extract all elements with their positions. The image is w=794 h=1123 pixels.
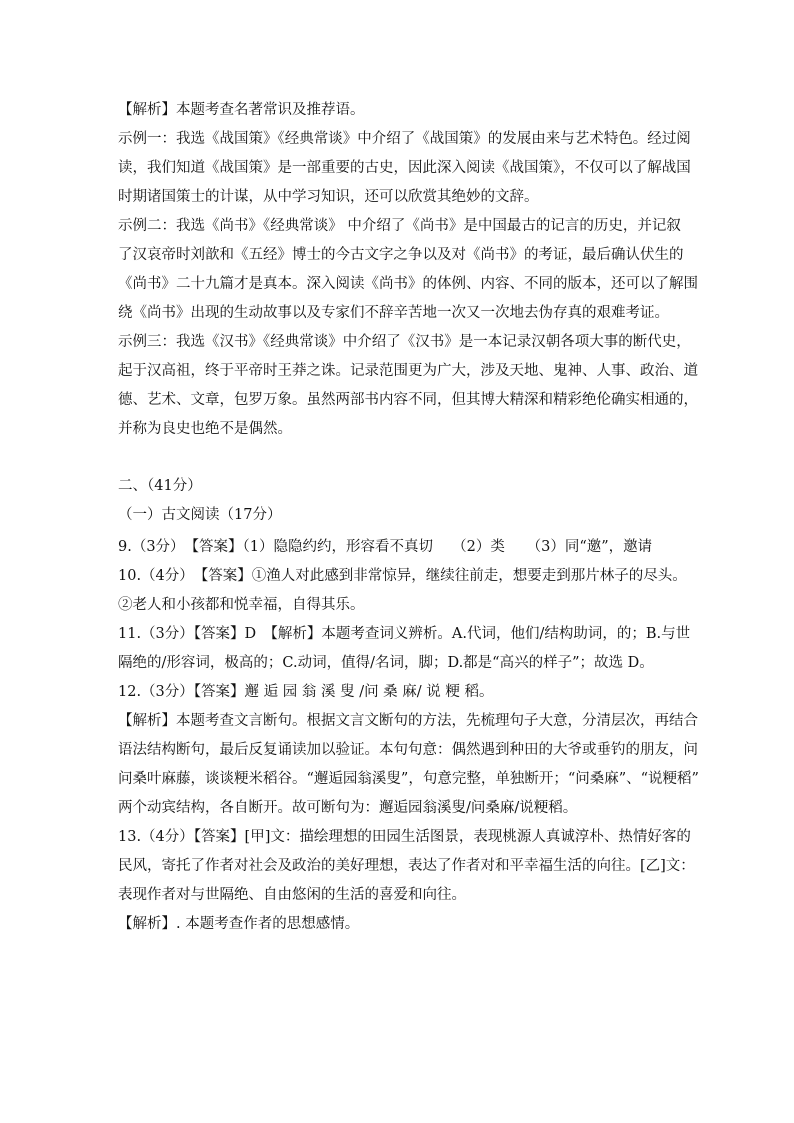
text-line: 10.（4分） 【答案】①渔人对此感到非常惊异，继续往前走，想要走到那片林子的尽头。	[118, 568, 687, 584]
text-line: 问桑叶麻藤，谈谈粳米稻谷。“邂逅园翁溪叟”，句意完整，单独断开；“问桑麻”、“说粳稻”	[118, 771, 699, 787]
text-line: 13.（4分）【答案】[甲]文：描绘理想的田园生活图景，表现桃源人真诚淳朴、热情好客的	[118, 829, 691, 845]
text-line: 德、艺术、文章，包罗万象。虽然两部书内容不同，但其博大精深和精彩绝伦确实相通的，	[118, 392, 698, 408]
text-line: 并称为良史也绝不是偶然。	[118, 421, 292, 437]
text-line: 两个动宾结构，各自断开。故可断句为：邂逅园翁溪叟/问桑麻/说粳稻。	[118, 800, 578, 816]
text-line: 隔绝的/形容词，极高的；C.动词，值得/名词，脚；D.都是“高兴的样子”；故选 D。	[118, 655, 654, 671]
text-line: 起于汉高祖，终于平帝时王莽之诛。记录范围更为广大，涉及天地、鬼神、人事、政治、道	[118, 363, 698, 379]
text-line: 读，我们知道《战国策》是一部重要的古史，因此深入阅读《战国策》，不仅可以了解战国	[118, 160, 691, 176]
document-page	[118, 96, 698, 939]
text-line: 民风，寄托了作者对社会及政治的美好理想，表达了作者对和平幸福生活的向往。[乙]文：	[118, 858, 695, 874]
analysis-section	[118, 96, 698, 444]
text-line: 示例一：我选《战国策》《经典常谈》中介绍了《战国策》的发展由来与艺术特色。经过阅	[118, 131, 691, 147]
text-line: ②老人和小孩都和悦幸福，自得其乐。	[118, 597, 365, 613]
text-line: 《尚书》二十九篇才是真本。深入阅读《尚书》的体例、内容、不同的版本，还可以了解围	[118, 276, 698, 292]
text-line: 语法结构断句，最后反复诵读加以验证。本句句意：偶然遇到种田的大爷或垂钓的朋友，问	[118, 742, 698, 758]
text-line: 【解析】本题考查名著常识及推荐语。	[118, 102, 365, 118]
text-line: 示例二：我选《尚书》《经典常谈》 中介绍了《尚书》是中国最古的记言的历史，并记叙	[118, 218, 681, 234]
text-line: 9.（3分） 【答案】（1）隐隐约约，形容看不真切 （2）类 （3）同“邀”，邀请	[118, 539, 653, 555]
text-line: 表现作者对与世隔绝、自由悠闲的生活的喜爱和向往。	[118, 887, 466, 903]
text-line: 绕《尚书》出现的生动故事以及专家们不辞辛苦地一次又一次地去伪存真的艰难考证。	[118, 305, 669, 321]
text-line: 时期诸国策士的计谋，从中学习知识，还可以欣赏其绝妙的文辞。	[118, 189, 539, 205]
spacer	[118, 444, 698, 472]
text-line: 【解析】. 本题考查作者的思想感情。	[118, 916, 360, 932]
text-line: 11.（3分）【答案】D 【解析】本题考查词义辨析。A.代词，他们/结构助词，的；B.与世	[118, 626, 691, 642]
text-line: 12.（3分）【答案】邂 逅 园 翁 溪 叟 /问 桑 麻/ 说 粳 稻。	[118, 684, 494, 700]
section-heading: 二、（41分）	[118, 478, 202, 494]
section-subheading: （一）古文阅读（17分）	[118, 507, 282, 523]
text-line: 【解析】本题考查文言断句。根据文言文断句的方法，先梳理句子大意，分清层次，再结合	[118, 713, 698, 729]
text-line: 了汉哀帝时刘歆和《五经》博士的今古文字之争以及对《尚书》的考证，最后确认伏生的	[118, 247, 684, 263]
text-line: 示例三：我选《汉书》《经典常谈》中介绍了《汉书》是一本记录汉朝各项大事的断代史，	[118, 334, 691, 350]
answers-section	[118, 472, 698, 939]
